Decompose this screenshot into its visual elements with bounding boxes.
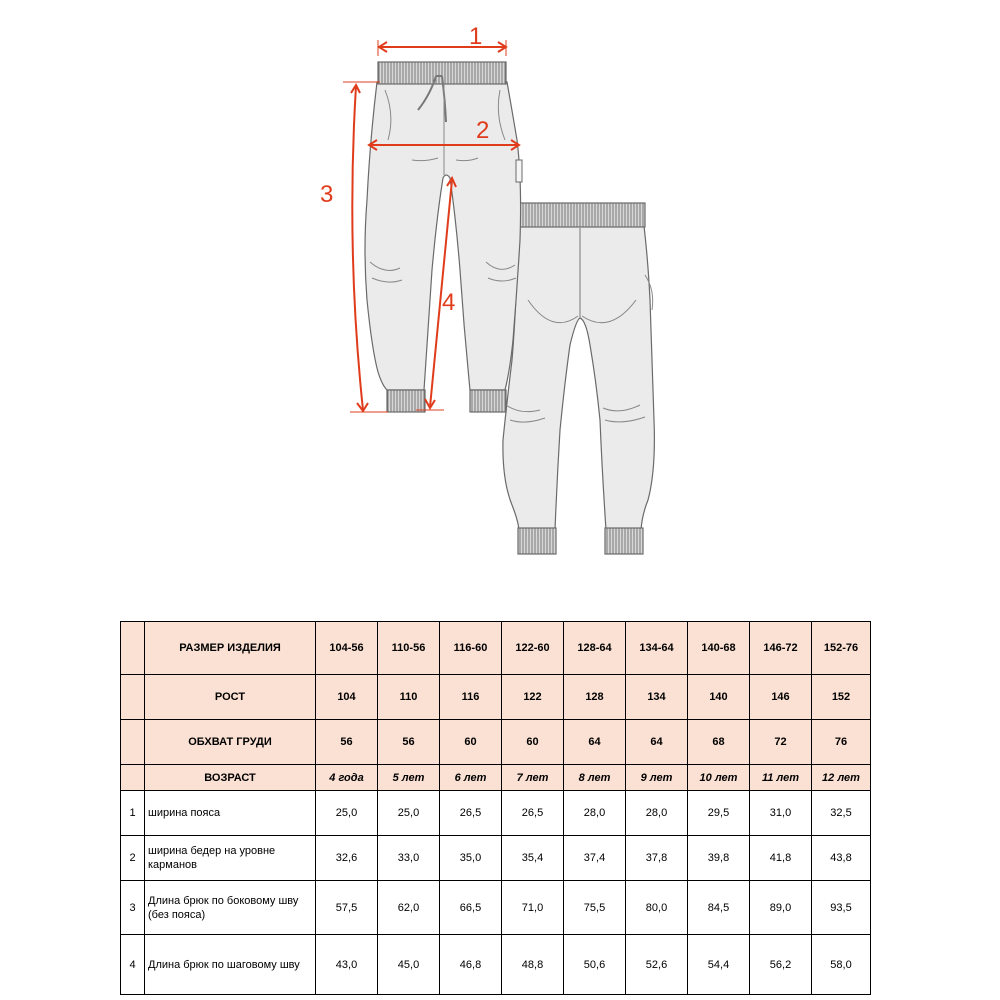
measure-cell: 43,8	[812, 836, 871, 881]
size-row	[121, 622, 871, 675]
size-cell: 128-64	[564, 622, 626, 675]
measure-cell: 54,4	[688, 935, 750, 995]
measure-cell: 71,0	[502, 881, 564, 935]
chest-cell: 68	[688, 720, 750, 765]
back-waistband	[515, 203, 645, 227]
desc-line: ширина пояса	[148, 807, 221, 819]
label-3: 3	[320, 181, 334, 208]
measure-cell: 26,5	[440, 791, 502, 836]
label-2: 2	[476, 117, 490, 144]
measure-description	[145, 791, 316, 836]
size-cell: 152-76	[812, 622, 871, 675]
measure-cell: 26,5	[502, 791, 564, 836]
desc-line: Длина брюк по боковому шву	[148, 894, 299, 907]
chest-cell: 60	[502, 720, 564, 765]
age-cell: 9 лет	[626, 765, 688, 791]
measure-cell: 93,5	[812, 881, 871, 935]
age-cell: 5 лет	[378, 765, 440, 791]
height-cell: 110	[378, 675, 440, 720]
measure-cell: 50,6	[564, 935, 626, 995]
chest-cell: 56	[316, 720, 378, 765]
label-1: 1	[469, 23, 483, 50]
row-number: 4	[121, 935, 145, 995]
age-cell: 12 лет	[812, 765, 871, 791]
pants-back-view	[503, 203, 654, 554]
age-cell: 8 лет	[564, 765, 626, 791]
chest-cell: 60	[440, 720, 502, 765]
label-4: 4	[442, 289, 456, 316]
desc-line: карманов	[148, 859, 198, 871]
measure-cell: 25,0	[316, 791, 378, 836]
measure-cell: 29,5	[688, 791, 750, 836]
height-header: РОСТ	[145, 675, 316, 720]
measure-cell: 37,4	[564, 836, 626, 881]
measure-row-inseam	[121, 935, 871, 995]
measure-cell: 31,0	[750, 791, 812, 836]
chest-cell: 76	[812, 720, 871, 765]
size-cell: 110-56	[378, 622, 440, 675]
desc-line: Длина брюк по шаговому шву	[148, 958, 300, 971]
measure-cell: 57,5	[316, 881, 378, 935]
age-row	[121, 765, 871, 791]
measure-cell: 58,0	[812, 935, 871, 995]
age-cell: 7 лет	[502, 765, 564, 791]
height-cell: 128	[564, 675, 626, 720]
front-pants-body	[365, 82, 521, 390]
measure-cell: 35,4	[502, 836, 564, 881]
size-cell: 116-60	[440, 622, 502, 675]
measure-row-side-seam	[121, 881, 871, 935]
measure-cell: 32,5	[812, 791, 871, 836]
measure-description	[145, 881, 316, 935]
age-cell: 6 лет	[440, 765, 502, 791]
height-cell: 134	[626, 675, 688, 720]
chest-row	[121, 720, 871, 765]
chest-header: ОБХВАТ ГРУДИ	[145, 720, 316, 765]
height-cell: 152	[812, 675, 871, 720]
measure-cell: 48,8	[502, 935, 564, 995]
measure-cell: 46,8	[440, 935, 502, 995]
measure-cell: 43,0	[316, 935, 378, 995]
size-cell: 104-56	[316, 622, 378, 675]
back-left-cuff	[518, 528, 556, 554]
desc-line: (без пояса)	[148, 908, 206, 921]
pants-front-view	[365, 62, 522, 412]
side-label-tag	[516, 160, 522, 182]
size-cell: 140-68	[688, 622, 750, 675]
chest-cell: 72	[750, 720, 812, 765]
measure-cell: 62,0	[378, 881, 440, 935]
measure-cell: 45,0	[378, 935, 440, 995]
size-header: РАЗМЕР ИЗДЕЛИЯ	[145, 622, 316, 675]
measure-cell: 80,0	[626, 881, 688, 935]
measure-cell: 32,6	[316, 836, 378, 881]
height-cell: 122	[502, 675, 564, 720]
chest-cell: 56	[378, 720, 440, 765]
measure-cell: 66,5	[440, 881, 502, 935]
measure-cell: 37,8	[626, 836, 688, 881]
size-cell: 122-60	[502, 622, 564, 675]
height-cell: 146	[750, 675, 812, 720]
front-left-cuff	[387, 390, 425, 412]
measure-cell: 39,8	[688, 836, 750, 881]
measure-description	[145, 935, 316, 995]
measure-1-waist-width	[378, 40, 506, 56]
chest-cell: 64	[564, 720, 626, 765]
size-cell: 134-64	[626, 622, 688, 675]
chest-cell: 64	[626, 720, 688, 765]
row-number: 2	[121, 836, 145, 881]
size-chart-table	[120, 621, 871, 995]
measure-cell: 28,0	[564, 791, 626, 836]
height-row	[121, 675, 871, 720]
measure-description	[145, 836, 316, 881]
back-pants-body	[503, 226, 654, 530]
measure-cell: 28,0	[626, 791, 688, 836]
measure-cell: 25,0	[378, 791, 440, 836]
front-right-cuff	[470, 390, 506, 412]
measure-row-waist	[121, 791, 871, 836]
row-number: 1	[121, 791, 145, 836]
measure-cell: 41,8	[750, 836, 812, 881]
row-number: 3	[121, 881, 145, 935]
height-cell: 116	[440, 675, 502, 720]
measure-cell: 52,6	[626, 935, 688, 995]
height-cell: 140	[688, 675, 750, 720]
back-right-cuff	[605, 528, 643, 554]
measure-cell: 84,5	[688, 881, 750, 935]
height-cell: 104	[316, 675, 378, 720]
measure-cell: 33,0	[378, 836, 440, 881]
age-cell: 11 лет	[750, 765, 812, 791]
measure-row-hips	[121, 836, 871, 881]
measure-cell: 75,5	[564, 881, 626, 935]
age-cell: 4 года	[316, 765, 378, 791]
measure-cell: 35,0	[440, 836, 502, 881]
measure-cell: 56,2	[750, 935, 812, 995]
measure-cell: 89,0	[750, 881, 812, 935]
desc-line: ширина бедер на уровне	[148, 845, 276, 857]
age-cell: 10 лет	[688, 765, 750, 791]
size-cell: 146-72	[750, 622, 812, 675]
age-header: ВОЗРАСТ	[145, 765, 316, 791]
